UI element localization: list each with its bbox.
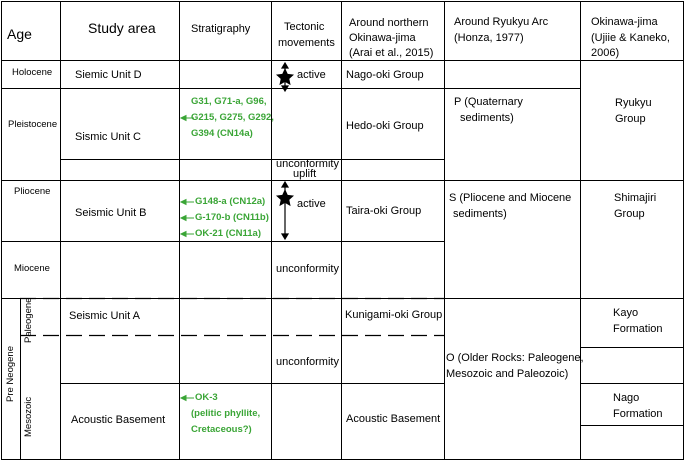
ryukyu-p-2: sediments) xyxy=(460,112,514,124)
header-ryukyu-1: Around Ryukyu Arc xyxy=(454,16,549,28)
header-northern-2: Okinawa-jima xyxy=(349,32,416,44)
strat-c-line: G215, G275, G292, xyxy=(191,112,274,123)
okinawa-shimajiri-2: Group xyxy=(614,208,645,220)
northern-kunigami-oki: Kunigami-oki Group xyxy=(345,309,443,321)
ryukyu-p-1: P (Quaternary xyxy=(454,96,523,108)
northern-nago-oki: Nago-oki Group xyxy=(346,69,424,81)
strat-c-line: G31, G71-a, G96, xyxy=(191,96,267,107)
okinawa-kayo-2: Formation xyxy=(613,323,663,335)
ryukyu-s-1: S (Pliocene and Miocene xyxy=(449,192,572,204)
header-tectonic-1: Tectonic xyxy=(284,21,325,33)
header-ryukyu-2: (Honza, 1977) xyxy=(454,32,524,44)
okinawa-nago-2: Formation xyxy=(613,408,663,420)
header-northern-1: Around northern xyxy=(349,17,429,29)
header-okinawa-2: (Ujiie & Kaneko, xyxy=(591,32,670,44)
tectonic-unconformity-1: unconformity xyxy=(276,158,339,170)
strat-b-line: G148-a (CN12a) xyxy=(195,196,266,207)
northern-hedo-oki: Hedo-oki Group xyxy=(346,120,424,132)
header-study-area: Study area xyxy=(88,20,156,36)
ryukyu-o-1: O (Older Rocks: Paleogene, xyxy=(446,352,584,364)
okinawa-ryukyu-2: Group xyxy=(615,113,646,125)
age-pliocene: Pliocene xyxy=(14,186,51,197)
header-okinawa-3: 2006) xyxy=(591,47,620,59)
strat-basement-line: Cretaceous?) xyxy=(191,424,252,435)
tectonic-unconformity-2: unconformity xyxy=(276,263,339,275)
tectonic-active-1: active xyxy=(297,69,326,81)
header-okinawa-1: Okinawa-jima xyxy=(591,16,658,28)
ryukyu-s-2: sediments) xyxy=(453,208,507,220)
strat-basement-line: OK-3 xyxy=(195,392,218,403)
header-northern-3: (Arai et al., 2015) xyxy=(349,47,434,59)
okinawa-ryukyu-1: Ryukyu xyxy=(615,97,652,109)
tectonic-uplift: uplift xyxy=(293,168,317,180)
age-holocene: Holocene xyxy=(12,67,53,78)
strat-basement-line: (pelitic phyllite, xyxy=(191,408,261,419)
okinawa-nago-1: Nago xyxy=(613,392,640,404)
tectonic-unconformity-3: unconformity xyxy=(276,356,339,368)
age-miocene: Miocene xyxy=(14,263,50,274)
northern-basement: Acoustic Basement xyxy=(346,413,441,425)
okinawa-shimajiri-1: Shimajiri xyxy=(614,192,657,204)
okinawa-kayo-1: Kayo xyxy=(613,307,639,319)
strat-b-line: G-170-b (CN11b) xyxy=(195,212,269,223)
unit-a: Seismic Unit A xyxy=(69,310,140,322)
unit-basement: Acoustic Basement xyxy=(71,414,166,426)
age-mesozoic: Mesozoic xyxy=(23,396,34,437)
unit-b: Seismic Unit B xyxy=(75,207,147,219)
unit-d: Siemic Unit D xyxy=(75,69,142,81)
age-paleogene: Paleogene xyxy=(23,297,34,343)
strat-c-line: G394 (CN14a) xyxy=(191,128,253,139)
header-tectonic-2: movements xyxy=(278,37,335,49)
header-stratigraphy: Stratigraphy xyxy=(191,23,251,35)
header-age: Age xyxy=(7,26,32,42)
unit-c: Sismic Unit C xyxy=(75,131,142,143)
strat-b-line: OK-21 (CN11a) xyxy=(195,228,261,239)
northern-taira-oki: Taira-oki Group xyxy=(346,205,422,217)
age-pleistocene: Pleistocene xyxy=(8,119,58,130)
ryukyu-o-2: Mesozoic and Paleozoic) xyxy=(446,368,569,380)
tectonic-active-2: active xyxy=(297,198,326,210)
age-pre-neogene: Pre Neogene xyxy=(5,346,16,402)
